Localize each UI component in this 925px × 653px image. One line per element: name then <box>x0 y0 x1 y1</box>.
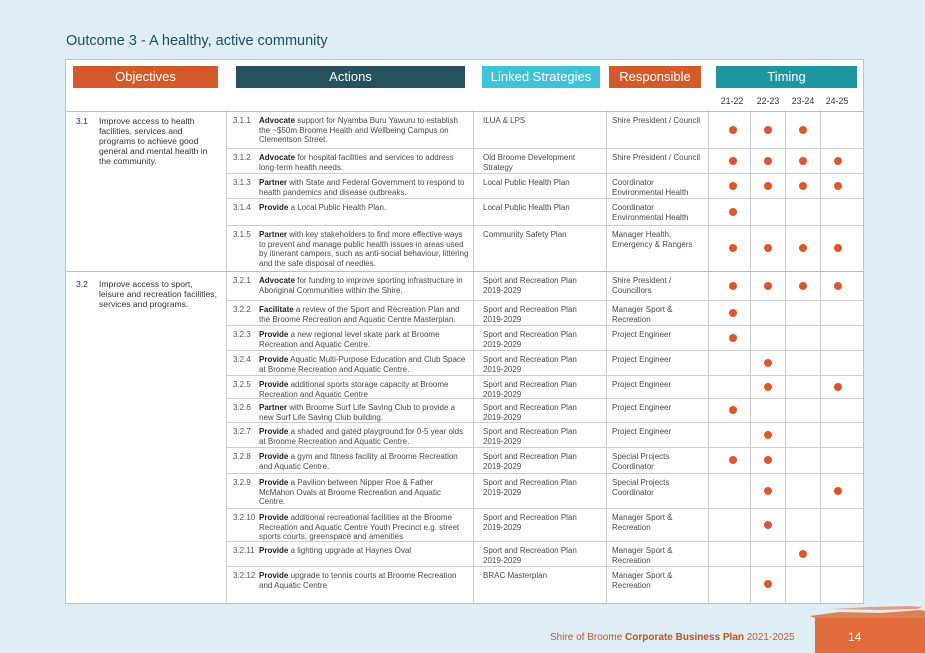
responsible: Project Engineer <box>612 355 672 364</box>
action-text: a gym and fitness facility at Broome Recreation and Aquatic Centre. <box>259 452 458 471</box>
linked-strategy: Sport and Recreation Plan 2019-2029 <box>483 403 577 422</box>
objective-number: 3.1 <box>76 116 88 126</box>
timing-dot <box>729 309 737 317</box>
action-text: a review of the Sport and Recreation Plan and the Broome Recreation and Aquatic Centre Masterplan. <box>259 305 460 324</box>
linked-strategy: Community Safety Plan <box>483 230 567 239</box>
action-number: 3.2.12 <box>233 571 256 580</box>
timing-dot <box>764 359 772 367</box>
action-description <box>259 403 469 422</box>
linked-strategy: Sport and Recreation Plan 2019-2029 <box>483 452 577 471</box>
row-divider <box>66 111 863 112</box>
action-verb: Facilitate <box>259 305 294 314</box>
year-label: 24-25 <box>825 96 849 106</box>
responsible: Manager Health, Emergency & Rangers <box>612 230 693 249</box>
timing-dot <box>764 456 772 464</box>
action-text: support for Nyamba Buru Yawuru to establish the ~$50m Broome Health and Wellbeing Campus on Clementson Street. <box>259 116 458 145</box>
action-number: 3.2.6 <box>233 403 251 412</box>
responsible: Manager Sport & Recreation <box>612 571 673 590</box>
action-number: 3.2.9 <box>233 478 251 487</box>
action-number: 3.1.4 <box>233 203 251 212</box>
timing-dot <box>834 182 842 190</box>
row-divider <box>226 447 863 448</box>
action-description <box>259 427 469 446</box>
timing-dot <box>764 383 772 391</box>
responsible: Coordinator Environmental Health <box>612 178 689 197</box>
action-description <box>259 452 469 471</box>
action-number: 3.2.4 <box>233 355 251 364</box>
linked-strategy: BRAC Masterplan <box>483 571 548 580</box>
action-text: a new regional level skate park at Broome Recreation and Aquatic Centre. <box>259 330 440 349</box>
action-verb: Provide <box>259 427 289 436</box>
column-divider <box>785 110 786 603</box>
timing-dot <box>729 282 737 290</box>
action-number: 3.2.2 <box>233 305 251 314</box>
row-divider <box>226 350 863 351</box>
objective-text: Improve access to health facilities, services and programs to achieve good general and mental health in the community. <box>99 116 208 166</box>
column-divider <box>708 110 709 603</box>
timing-dot <box>764 521 772 529</box>
responsible: Project Engineer <box>612 330 672 339</box>
action-verb: Provide <box>259 452 289 461</box>
timing-dot <box>729 126 737 134</box>
action-verb: Partner <box>259 230 288 239</box>
action-text: for hospital facilities and services to address long-term health needs. <box>259 153 454 172</box>
linked-strategy: Sport and Recreation Plan 2019-2029 <box>483 330 577 349</box>
action-text: with Broome Surf Life Saving Club to provide a new Surf Life Saving Club building. <box>259 403 456 422</box>
timing-dot <box>729 182 737 190</box>
timing-dot <box>799 157 807 165</box>
responsible: Shire President / Council <box>612 116 701 125</box>
linked-strategy: Old Broome Development Strategy <box>483 153 576 172</box>
action-description <box>259 203 469 213</box>
linked-strategy: ILUA & LPS <box>483 116 526 125</box>
action-description <box>259 305 469 324</box>
objective-number: 3.2 <box>76 279 88 289</box>
action-description <box>259 513 469 542</box>
action-verb: Advocate <box>259 153 296 162</box>
responsible: Project Engineer <box>612 403 672 412</box>
year-label: 22-23 <box>756 96 780 106</box>
linked-strategy: Local Public Health Plan <box>483 178 570 187</box>
timing-dot <box>764 126 772 134</box>
action-text: upgrade to tennis courts at Broome Recreation and Aquatic Centre <box>259 571 457 590</box>
action-text: with key stakeholders to find more effective ways to prevent and manage public health issues in areas used by itinerant campers, such as anti-social behaviour, littering and the safe disposal of needles. <box>259 230 469 268</box>
timing-dot <box>764 282 772 290</box>
linked-strategy: Local Public Health Plan <box>483 203 570 212</box>
timing-dot <box>729 456 737 464</box>
column-divider <box>226 110 227 603</box>
row-divider <box>226 375 863 376</box>
column-divider <box>750 110 751 603</box>
action-verb: Partner <box>259 178 288 187</box>
action-description <box>259 380 469 399</box>
responsible: Manager Sport & Recreation <box>612 305 673 324</box>
action-text: Aquatic Multi-Purpose Education and Club Space at Broome Recreation and Aquatic Centre. <box>259 355 466 374</box>
row-divider <box>226 198 863 199</box>
action-verb: Provide <box>259 513 289 522</box>
page-number-tab <box>815 618 925 653</box>
actions-header: Actions <box>236 66 465 88</box>
action-verb: Provide <box>259 546 289 555</box>
timing-dot <box>764 580 772 588</box>
row-divider <box>226 148 863 149</box>
timing-dot <box>729 208 737 216</box>
timing-dot <box>834 157 842 165</box>
linked-strategy: Sport and Recreation Plan 2019-2029 <box>483 478 577 497</box>
action-verb: Partner <box>259 403 288 412</box>
action-verb: Provide <box>259 478 289 487</box>
row-divider <box>226 173 863 174</box>
action-number: 3.2.5 <box>233 380 251 389</box>
action-verb: Provide <box>259 330 289 339</box>
responsible: Manager Sport & Recreation <box>612 513 673 532</box>
action-description <box>259 330 469 349</box>
action-description <box>259 116 469 145</box>
responsible: Coordinator Environmental Health <box>612 203 689 222</box>
column-divider <box>820 110 821 603</box>
action-description <box>259 478 469 507</box>
action-text: a shaded and gated playground for 0-5 year olds at Broome Recreation and Aquatic Centre. <box>259 427 464 446</box>
responsible: Shire President / Councillors <box>612 276 672 295</box>
footer-doc-title: Corporate Business Plan <box>625 632 744 643</box>
row-divider <box>226 325 863 326</box>
timing-dot <box>764 431 772 439</box>
timing-dot <box>834 282 842 290</box>
linked-strategies-header: Linked Strategies <box>482 66 600 88</box>
row-divider <box>226 225 863 226</box>
linked-strategy: Sport and Recreation Plan 2019-2029 <box>483 355 577 374</box>
linked-strategy: Sport and Recreation Plan 2019-2029 <box>483 513 577 532</box>
action-description <box>259 571 469 590</box>
action-description <box>259 276 469 295</box>
timing-dot <box>834 383 842 391</box>
action-text: with State and Federal Government to respond to health pandemics and disease outbreaks. <box>259 178 465 197</box>
responsible: Special Projects Coordinator <box>612 478 670 497</box>
year-label: 21-22 <box>720 96 744 106</box>
linked-strategy: Sport and Recreation Plan 2019-2029 <box>483 380 577 399</box>
action-number: 3.1.1 <box>233 116 251 125</box>
responsible: Project Engineer <box>612 427 672 436</box>
footer <box>550 632 795 643</box>
timing-dot <box>764 157 772 165</box>
timing-dot <box>764 487 772 495</box>
column-divider <box>473 110 474 603</box>
action-number: 3.1.3 <box>233 178 251 187</box>
action-description <box>259 546 469 556</box>
row-divider <box>66 271 863 272</box>
action-number: 3.1.2 <box>233 153 251 162</box>
action-text: a Local Public Health Plan. <box>288 203 387 212</box>
action-description <box>259 178 469 197</box>
page-title: Outcome 3 - A healthy, active community <box>66 33 328 49</box>
action-text: a Pavilion between Nipper Roe & Father McMahon Ovals at Broome Recreation and Aquatic Centre. <box>259 478 441 507</box>
timing-dot <box>799 550 807 558</box>
action-verb: Provide <box>259 203 289 212</box>
timing-dot <box>729 334 737 342</box>
action-number: 3.2.11 <box>233 546 255 555</box>
timing-dot <box>799 282 807 290</box>
row-divider <box>226 508 863 509</box>
action-verb: Provide <box>259 380 289 389</box>
linked-strategy: Sport and Recreation Plan 2019-2029 <box>483 305 577 324</box>
responsible: Project Engineer <box>612 380 672 389</box>
objective-text: Improve access to sport, leisure and recreation facilities, services and programs. <box>99 279 217 309</box>
timing-dot <box>799 182 807 190</box>
timing-dot <box>729 244 737 252</box>
timing-dot <box>729 406 737 414</box>
action-verb: Advocate <box>259 276 296 285</box>
page-number: 14 <box>848 630 862 644</box>
action-number: 3.2.1 <box>233 276 251 285</box>
action-number: 3.2.3 <box>233 330 251 339</box>
action-text: additional recreational facilities at the Broome Recreation and Aquatic Centre Youth Precinct e.g. street sports courts, greenspace and amenities <box>259 513 460 542</box>
action-text: for funding to improve sporting infrastructure in Aboriginal Communities within the Shire. <box>259 276 463 295</box>
action-number: 3.1.5 <box>233 230 251 239</box>
action-verb: Provide <box>259 355 289 364</box>
linked-strategy: Sport and Recreation Plan 2019-2029 <box>483 276 577 295</box>
action-text: additional sports storage capacity at Broome Recreation and Aquatic Centre <box>259 380 449 399</box>
timing-dot <box>834 244 842 252</box>
responsible: Manager Sport & Recreation <box>612 546 673 565</box>
action-verb: Advocate <box>259 116 296 125</box>
objectives-header: Objectives <box>73 66 218 88</box>
timing-dot <box>764 244 772 252</box>
year-label: 23-24 <box>791 96 815 106</box>
row-divider <box>226 566 863 567</box>
action-description <box>259 230 469 268</box>
timing-dot <box>799 244 807 252</box>
timing-header: Timing <box>716 66 857 88</box>
action-table <box>65 59 864 604</box>
responsible-header: Responsible <box>609 66 701 88</box>
row-divider <box>226 473 863 474</box>
responsible: Special Projects Coordinator <box>612 452 670 471</box>
linked-strategy: Sport and Recreation Plan 2019-2029 <box>483 427 577 446</box>
column-divider <box>606 110 607 603</box>
timing-dot <box>799 126 807 134</box>
action-description <box>259 355 469 374</box>
action-description <box>259 153 469 172</box>
footer-years: 2021-2025 <box>743 632 795 643</box>
timing-dot <box>764 182 772 190</box>
action-number: 3.2.8 <box>233 452 251 461</box>
footer-org: Shire of Broome <box>550 632 626 643</box>
row-divider <box>226 300 863 301</box>
timing-dot <box>729 157 737 165</box>
action-verb: Provide <box>259 571 289 580</box>
action-text: a lighting upgrade at Haynes Oval <box>288 546 412 555</box>
action-number: 3.2.10 <box>233 513 256 522</box>
timing-dot <box>834 487 842 495</box>
action-number: 3.2.7 <box>233 427 251 436</box>
responsible: Shire President / Council <box>612 153 701 162</box>
linked-strategy: Sport and Recreation Plan 2019-2029 <box>483 546 577 565</box>
